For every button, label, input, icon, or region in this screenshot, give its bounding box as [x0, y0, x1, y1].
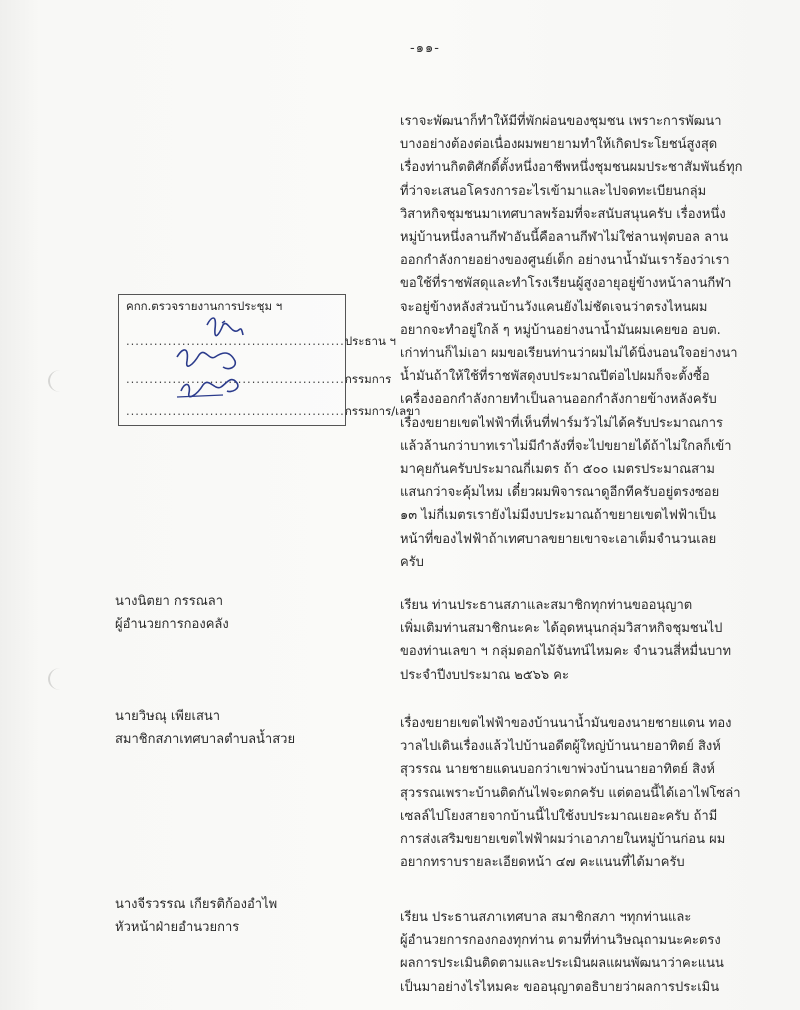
speaker-block [115, 705, 295, 751]
text-line: อยากจะทำอยู่ใกล้ ๆ หมู่บ้านอย่างนาน้ำมันผมเคยขอ อบต. [400, 322, 721, 338]
text-line: เรียน ท่านประธานสภาและสมาชิกทุกท่านขออนุญาต [400, 598, 693, 613]
member-label: กรรมการ [344, 372, 392, 386]
chair-label: ประธาน ฯ [344, 334, 396, 348]
text-line: เราจะพัฒนาก็ทำให้มีที่พักผ่อนของชุมชน เพราะการพัฒนา [400, 114, 722, 129]
speaker-name: นางนิตยา กรรณลา [115, 594, 224, 609]
text-line: ขอใช้ที่ราชพัสดุและทำโรงเรียนผู้สูงอายุอยู่ข้างหน้าลานกีฬา [400, 276, 732, 292]
secretary-signature-line: ...............................................กรรมการ/เลขา [126, 404, 421, 418]
text-line: หน้าที่ของไฟฟ้าถ้าเทศบาลขยายเขาจะเอาเต็มจำนวนเลย [400, 531, 717, 547]
text-line: วิสาหกิจชุมชนมาเทศบาลพร้อมที่จะสนับสนุนครับ เรื่องหนึ่ง [400, 206, 726, 222]
text-line: แสนกว่าจะคุ้มไหม เดี๋ยวผมพิจารณาดูอีกทีครับอยู่ตรงซอย [400, 485, 720, 501]
text-line: การส่งเสริมขยายเขตไฟฟ้าผมว่าเอาภายในหมู่บ้านก่อน ผม [400, 832, 726, 848]
hole-punch-mark [48, 370, 72, 392]
text-line: มาคุยกันครับประมาณกี่เมตร ถ้า ๕๐๐ เมตรประมาณสาม [400, 462, 715, 478]
text-line: ที่ว่าจะเสนอโครงการอะไรเข้ามาและไปจดทะเบียนกลุ่ม [400, 183, 707, 199]
text-line: หมู่บ้านหนึ่งลานกีฬาอันนี้คือลานกีฬาไม่ใช่ลานฟุตบอล ลาน [400, 230, 729, 246]
text-line: เรื่องท่านกิตติศักดิ์ตั้งหนึ่งอาชีพหนึ่งชุมชนผมประชาสัมพันธ์ทุก [400, 160, 743, 176]
speech-text [400, 906, 724, 999]
text-line: เป็นมาอย่างไรไหมคะ ขออนุญาตอธิบายว่าผลการประเมิน [400, 979, 720, 995]
speaker-name: นายวิษณุ เพียเสนา [115, 709, 221, 724]
text-line: สุวรรณเพราะบ้านติดกันไฟจะตกครับ แต่ตอนนี้ได้เอาไฟโซล่า [400, 785, 741, 801]
text-line: บางอย่างต้องต่อเนื่องผมพยายามทำให้เกิดประโยชน์สูงสุด [400, 137, 718, 153]
text-line: ๑๓ ไม่กี่เมตรเรายังไม่มีงบประมาณถ้าขยายเขตไฟฟ้าเป็น [400, 508, 716, 524]
speaker-position: สมาชิกสภาเทศบาลตำบลน้ำสวย [115, 732, 296, 747]
speech-text [400, 594, 731, 687]
text-line: เรื่องขยายเขตไฟฟ้าที่เห็นที่ฟาร์มวัวไม่ได้ครับประมาณการ [400, 415, 724, 431]
text-line: เครื่องออกกำลังกายทำเป็นลานออกกำลังกายข้างหลังครับ [400, 392, 717, 408]
text-line: ออกกำลังกายอย่างของศูนย์เด็ก อย่างนาน้ำมันเราร้องว่าเรา [400, 253, 730, 269]
speaker-position: ผู้อำนวยการกองคลัง [115, 617, 229, 632]
speaker-name: นางจีรวรรณ เกียรติก้องอำไพ [115, 897, 278, 912]
text-line: จะอยู่ข้างหลังส่วนบ้านวังแคนยังไม่ชัดเจนว่าตรงไหนผม [400, 299, 708, 315]
committee-signature-box [118, 294, 421, 426]
committee-title: คกก.ตรวจรายงานการประชุม ฯ [126, 299, 283, 313]
text-line: อยากทราบรายละเอียดหน้า ๔๗ คะแนนที่ได้มาครับ [400, 855, 685, 871]
text-line: วาลไปเดินเรื่องแล้วไปบ้านอดีตผู้ใหญ่บ้านนายอาทิตย์ สิงห์ [400, 739, 721, 755]
text-line: แล้วล้านกว่าบาทเราไม่มีกำลังที่จะไปขยายได้ถ้าไม่ใกลก็เข้า [400, 438, 732, 454]
text-line: เรียน ประธานสภาเทศบาล สมาชิกสภา ฯทุกท่านและ [400, 910, 692, 925]
text-line: ผู้อำนวยการกองกองทุกท่าน ตามที่ท่านวิษณุถามนะคะตรง [400, 933, 721, 949]
speaker-block [115, 590, 229, 636]
text-line: เรื่องขยายเขตไฟฟ้าของบ้านนาน้ำมันของนายชายแดน ทอง [400, 716, 732, 731]
text-line: น้ำมันถ้าให้ใช้ที่ราชพัสดุงบประมาณปีต่อไปผมก็จะตั้งซื้อ [400, 369, 710, 385]
text-line: ของท่านเลขา ฯ กลุ่มดอกไม้จันทน์ไหมคะ จำนวนสี่หมื่นบาท [400, 644, 732, 660]
speech-text [400, 712, 741, 874]
text-line: สุวรรณ นายชายแดนบอกว่าเขาพ่วงบ้านนายอาทิตย์ สิงห์ [400, 762, 715, 778]
speaker-position: หัวหน้าฝ่ายอำนวยการ [115, 920, 240, 935]
hole-punch-mark [48, 668, 72, 690]
page-number: -๑๑- [410, 41, 440, 56]
chair-signature-line: ...............................................ประธาน ฯ [126, 334, 396, 348]
speaker-block [115, 893, 277, 939]
text-line: เซลล์ไปโยงสายจากบ้านนี้ไปใช้งบประมาณเยอะครับ ถ้ามี [400, 808, 718, 824]
text-line: เพิ่มเติมท่านสมาชิกนะคะ ได้อุดหนุนกลุ่มวิสาหกิจชุมชนไป [400, 621, 723, 637]
text-line: ประจำปีงบประมาณ ๒๕๖๖ คะ [400, 667, 569, 683]
member-signature-line: ...............................................กรรมการ [126, 372, 392, 386]
continuation-paragraph [400, 110, 743, 574]
text-line: เก่าท่านก็ไม่เอา ผมขอเรียนท่านว่าผมไม่ได้นิ่งนอนใจอย่างนา [400, 346, 738, 362]
text-line: ผลการประเมินติดตามและประเมินผลแผนพัฒนาว่าคะแนน [400, 956, 724, 972]
secretary-label: กรรมการ/เลขา [344, 404, 421, 418]
text-line: ครับ [400, 554, 424, 570]
